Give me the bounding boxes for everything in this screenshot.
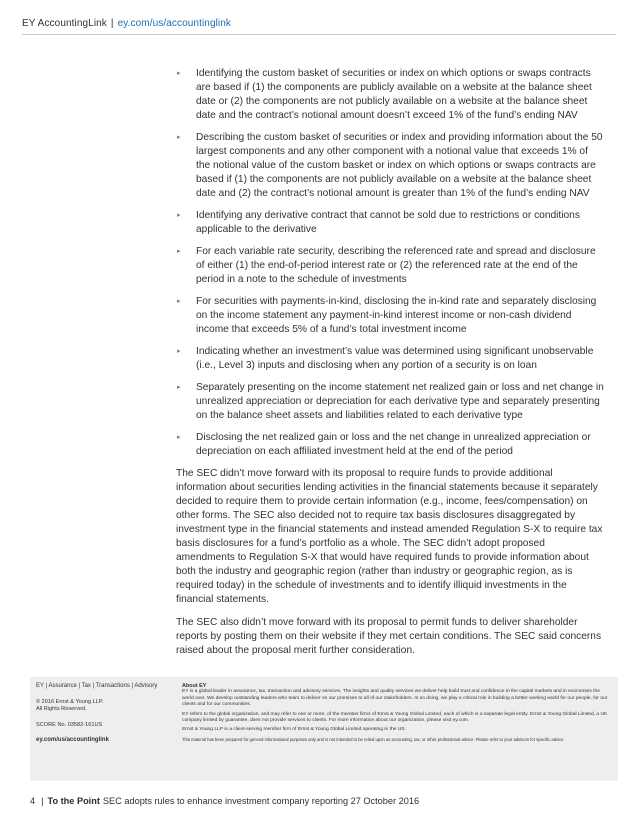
publication-name: To the Point (47, 796, 100, 806)
list-item-text: For each variable rate security, describing the referenced rate and spread and disclosure of either (1) the end-of-period interest rate or (2) the referenced rate at the end of the period in a note to the schedule of investments (196, 246, 596, 285)
bullet-arrow-icon: ▸ (177, 70, 181, 77)
page-number: 4 (30, 796, 36, 806)
footer-info-box (30, 677, 618, 781)
list-item-text: For securities with payments-in-kind, disclosing the in-kind rate and separately disclosing on the income statement any payment-in-kind interest income or non-cash dividend income that exceeds 5% of a fund’s total investment income (196, 296, 597, 335)
footer-copyright: © 2016 Ernst & Young LLP. (36, 698, 104, 705)
main-content (176, 67, 604, 667)
footer-left-column (36, 683, 176, 745)
list-item (176, 67, 604, 123)
publication-title: SEC adopts rules to enhance investment company reporting 27 October 2016 (102, 796, 420, 806)
footer-score: SCORE No. 03582-161US (36, 721, 103, 728)
list-item (176, 431, 604, 459)
list-item-text: Separately presenting on the income statement net realized gain or loss and net change in unrealized appreciation or depreciation for each derivative type and separately presenting on the balance sheet assets and liabilities related to each derivative type (196, 382, 604, 421)
disclaimer-text: This material has been prepared for general informational purposes only and is not intended to be relied upon as accounting, tax, or other professional advice. Please refer to your advisors for specific advice. (182, 736, 565, 742)
about-paragraph: EY is a global leader in assurance, tax, transaction and advisory services. The insights and quality services we deliver help build trust and confidence in the capital markets and in economies the world over. We develop outstanding leaders who team to deliver on our promises to all of our stakeholders. In so doing, we play a critical role in building a better working world for our people, for our clients and for our communities. (182, 689, 608, 708)
bullet-list (176, 67, 604, 459)
list-item (176, 245, 604, 287)
body-paragraph: The SEC didn’t move forward with its proposal to require funds to provide additional information about securities lending activities in the financial statements because it separately decided to require them to provide certain information (e.g., income, fees/compensation) on other forms. The SEC also decided not to require tax basis disclosures disaggregated by investment type in the financial statements and instead amended Regulation S-X to require tax basis disclosures for a fund’s portfolio as a whole. The SEC didn’t adopt proposed amendments to Regulation S-X that would have required funds to provide information about both the industry and geographic region (rather than industry or geographic region, as is required today) in the schedule of investments and to identify illiquid investments in the financial statements. (176, 468, 603, 605)
body-paragraph: The SEC also didn’t move forward with its proposal to permit funds to deliver shareholder reports by posting them on their website if they met certain conditions. The SEC said concerns raised about the proposal merit further consideration. (176, 617, 602, 656)
bullet-arrow-icon: ▸ (177, 384, 181, 391)
list-item-text: Identifying any derivative contract that cannot be sold due to restrictions or conditions applicable to the derivative (196, 210, 580, 235)
bullet-arrow-icon: ▸ (177, 212, 181, 219)
bullet-arrow-icon: ▸ (177, 298, 181, 305)
list-item (176, 295, 604, 337)
header-brand: EY AccountingLink (22, 18, 107, 29)
about-paragraph: Ernst & Young LLP is a client-serving member firm of Ernst & Young Global Limited operating in the US. (182, 727, 406, 733)
list-item (176, 345, 604, 373)
footer-separator: | (41, 796, 44, 806)
footer-copyright-block (36, 699, 176, 714)
footer-about-column (182, 683, 612, 746)
list-item (176, 131, 604, 201)
page-footer (30, 796, 419, 806)
list-item-text: Identifying the custom basket of securities or index on which options or swaps contracts are based if (1) the components are publicly available on a website at the balance sheet date or (2) the components are not publicly available on a website at the balance sheet date and the contract’s notional amount doesn’t exceed 1% of the fund’s ending NAV (196, 68, 592, 121)
footer-url-link[interactable]: ey.com/us/accountinglink (36, 737, 109, 743)
list-item (176, 381, 604, 423)
list-item-text: Describing the custom basket of securities or index and providing information about the 50 largest components and any other component with a notional value that exceeds 1% of the notional value of the custom basket or index on which options or swaps contracts are based if (1) the components are not publicly available on a website at the balance sheet date and (2) the contract’s notional amount is greater than 1% of the fund’s ending NAV (196, 132, 603, 199)
header-divider (22, 34, 616, 35)
page-header (22, 18, 231, 29)
bullet-arrow-icon: ▸ (177, 248, 181, 255)
footer-services: EY | Assurance | Tax | Transactions | Advisory (36, 683, 158, 689)
list-item-text: Indicating whether an investment’s value was determined using significant unobservable (i.e., Level 3) inputs and disclosing when any portion of a security is on loan (196, 346, 594, 371)
header-url-link[interactable]: ey.com/us/accountinglink (117, 18, 232, 29)
bullet-arrow-icon: ▸ (177, 348, 181, 355)
about-paragraph: EY refers to the global organization, and may refer to one or more, of the member firms of Ernst & Young Global Limited, each of which is a separate legal entity. Ernst & Young Global Limited, a UK company limited by guarantee, does not provide services to clients. For more information about our organization, please visit ey.com. (182, 711, 608, 724)
about-heading: About EY (182, 683, 207, 689)
footer-rights: All Rights Reserved. (36, 706, 87, 712)
list-item (176, 209, 604, 237)
header-separator: | (110, 18, 114, 29)
bullet-arrow-icon: ▸ (177, 434, 181, 441)
bullet-arrow-icon: ▸ (177, 134, 181, 141)
list-item-text: Disclosing the net realized gain or loss and the net change in unrealized appreciation or depreciation on each affiliated investment held at the end of the period (196, 432, 591, 457)
